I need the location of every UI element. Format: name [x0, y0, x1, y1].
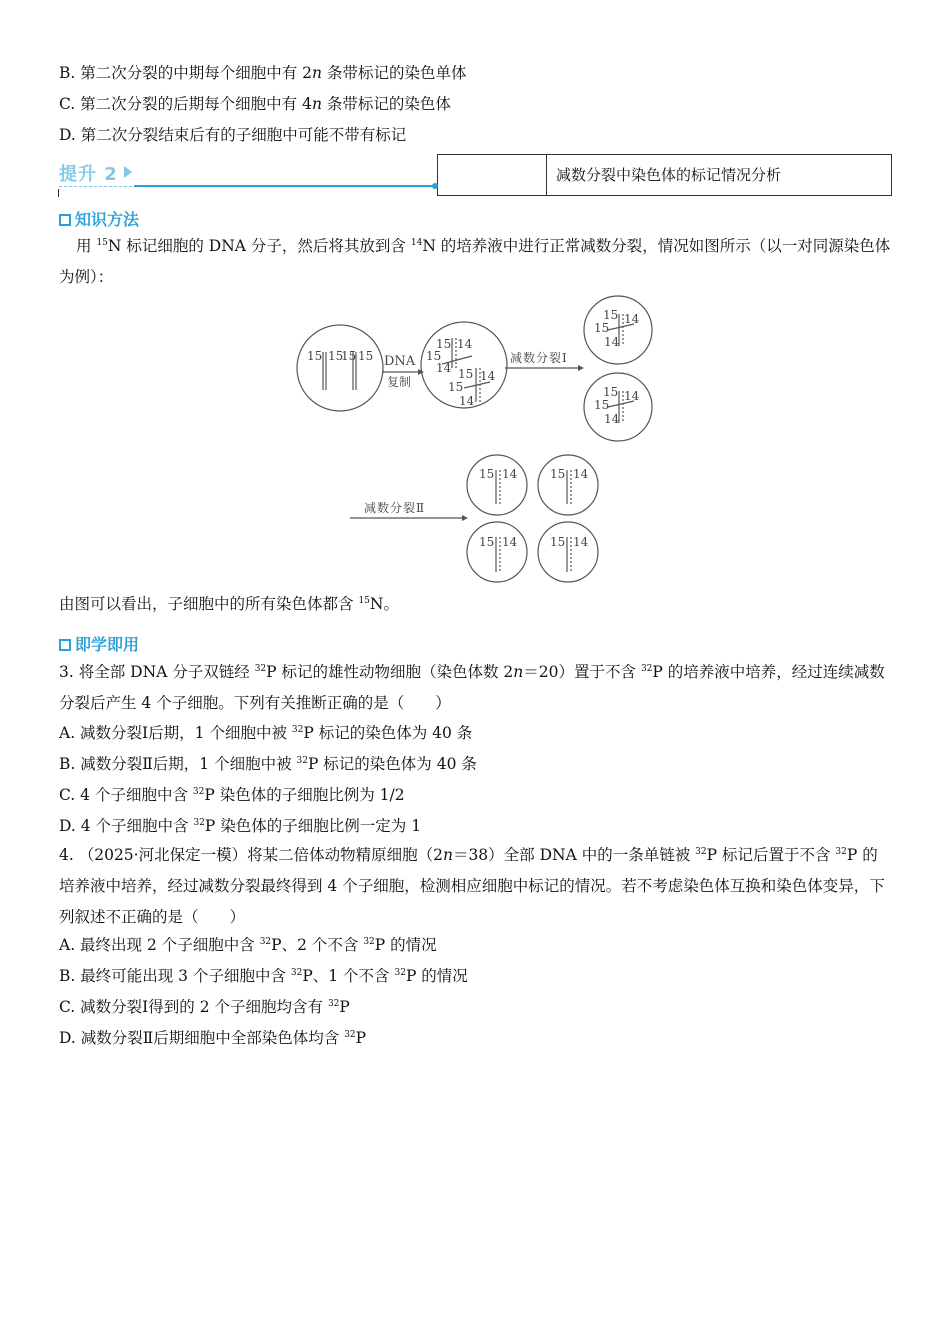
label-15: 15	[594, 321, 610, 335]
checkbox-square-icon	[59, 214, 71, 226]
checkbox-square-icon	[59, 639, 71, 651]
section-title: 减数分裂中染色体的标记情况分析	[556, 166, 782, 184]
replication-label: 复制	[387, 375, 412, 389]
cell-mii-2	[538, 455, 598, 515]
label-15: 15	[341, 349, 357, 363]
header-divider	[546, 154, 547, 196]
superscript: 32	[695, 847, 707, 857]
superscript: 32	[296, 756, 308, 766]
option-text: A. 最终出现 2 个子细胞中含	[59, 936, 260, 954]
section-badge: 提升 2	[59, 164, 118, 185]
label-14: 14	[436, 361, 452, 375]
label-14: 14	[480, 369, 496, 383]
option-text: C. 第二次分裂的后期每个细胞中有 4	[59, 95, 312, 113]
label-14: 14	[604, 335, 620, 349]
label-15: 15	[594, 398, 610, 412]
label-15: 15	[550, 467, 566, 481]
badge-underline	[134, 185, 434, 187]
cell-mii-4	[538, 522, 598, 582]
label-15: 15	[426, 349, 442, 363]
label-14: 14	[502, 535, 518, 549]
question-4-option-d	[59, 1028, 366, 1048]
question-3-stem	[59, 657, 893, 719]
meiosis-1-label: 减数分裂Ⅰ	[510, 351, 568, 365]
superscript: 32	[192, 787, 205, 797]
option-text: P 标记的染色体为 40 条	[307, 755, 477, 773]
option-text: B. 减数分裂Ⅱ后期，1 个细胞中被	[59, 755, 297, 773]
label-15: 15	[448, 380, 464, 394]
option-b-top	[59, 63, 466, 83]
option-text: P	[339, 998, 350, 1016]
option-text: C. 减数分裂Ⅰ得到的 2 个子细胞均含有	[59, 998, 328, 1016]
heading-text: 即学即用	[75, 635, 140, 654]
parent-cell	[297, 325, 383, 411]
option-text: P 的情况	[405, 967, 468, 985]
question-3-option-c	[59, 785, 405, 805]
option-text: P、2 个不含	[271, 936, 364, 954]
cell-mii-3	[467, 522, 527, 582]
q-text: 4. （2025·河北保定一模）将某二倍体动物精原细胞（2	[59, 846, 443, 864]
label-14: 14	[624, 389, 640, 403]
question-3-option-b	[59, 754, 477, 774]
knowledge-conclusion	[59, 594, 399, 614]
superscript: 32	[394, 968, 406, 978]
para-text: 由图可以看出，子细胞中的所有染色体都含	[59, 595, 359, 613]
question-4-option-b	[59, 966, 468, 986]
option-text: 条带标记的染色单体	[322, 64, 467, 82]
q-text: P 的培养液中培养，经过连续减数分裂后产生 4 个子细胞。下列有关推断正确的是（ ）	[59, 663, 885, 712]
superscript: 15	[96, 238, 108, 248]
para-text: N 标记细胞的 DNA 分子，然后将其放到含	[107, 237, 411, 255]
superscript: 32	[259, 937, 272, 947]
superscript: 32	[254, 664, 267, 674]
label-14: 14	[459, 394, 475, 408]
option-text: D. 减数分裂Ⅱ后期细胞中全部染色体均含	[59, 1029, 345, 1047]
q-text: P 的培养液中培养，经过减数分裂最终得到 4 个子细胞，检测相应细胞中标记的情况。若不考虑染色体互换和染色体变异，下列叙述不正确的是（ ）	[59, 846, 885, 926]
question-4-stem	[59, 840, 893, 933]
label-14: 14	[624, 312, 640, 326]
meiosis-2-label: 减数分裂Ⅱ	[364, 501, 426, 515]
italic-n: n	[513, 663, 524, 681]
option-text: P	[355, 1029, 367, 1047]
label-15: 15	[328, 349, 344, 363]
question-3-option-d	[59, 816, 421, 836]
superscript: 32	[835, 847, 847, 857]
option-text: C. 4 个子细胞中含	[59, 786, 193, 804]
option-text: P 标记的染色体为 40 条	[303, 724, 473, 742]
label-15: 15	[550, 535, 566, 549]
option-text: P 染色体的子细胞比例一定为 1	[204, 817, 422, 835]
label-15: 15	[358, 349, 374, 363]
option-c-top	[59, 94, 451, 114]
superscript: 32	[344, 1030, 356, 1040]
label-15: 15	[479, 467, 495, 481]
badge-dot	[432, 183, 438, 189]
question-4-option-c	[59, 997, 350, 1017]
question-4-option-a	[59, 935, 437, 955]
superscript: 32	[193, 818, 205, 828]
option-d-top: D. 第二次分裂结束后有的子细胞中可能不带有标记	[59, 126, 407, 144]
option-text: P 的情况	[374, 936, 437, 954]
heading-text: 知识方法	[75, 210, 140, 229]
meiosis-diagram	[290, 292, 670, 592]
option-text: 条带标记的染色体	[321, 95, 451, 113]
label-14: 14	[604, 412, 620, 426]
superscript: 32	[363, 937, 375, 947]
para-text: N 的培养液中进行正常减数分裂，情况如图所示（以一对同源染色体为例）：	[59, 237, 891, 286]
option-text: B. 最终可能出现 3 个子细胞中含	[59, 967, 291, 985]
label-15: 15	[603, 308, 619, 322]
practice-heading	[59, 632, 139, 655]
label-15: 15	[458, 367, 474, 381]
q-text: ＝38）全部 DNA 中的一条单链被	[452, 846, 696, 864]
label-15: 15	[436, 337, 452, 351]
cell-mii-1	[467, 455, 527, 515]
para-text: N。	[369, 595, 399, 613]
label-14: 14	[502, 467, 518, 481]
superscript: 32	[290, 968, 303, 978]
option-text: P、1 个不含	[302, 967, 395, 985]
label-15: 15	[603, 385, 619, 399]
q-text: P 标记后置于不含	[706, 846, 836, 864]
q-text: P 标记的雄性动物细胞（染色体数 2	[266, 663, 514, 681]
italic-n: n	[311, 95, 322, 113]
knowledge-heading	[59, 207, 139, 230]
header-tick	[58, 189, 59, 197]
superscript: 32	[291, 725, 304, 735]
italic-n: n	[442, 846, 453, 864]
play-triangle-icon	[124, 166, 132, 178]
q-text: ＝20）置于不含	[523, 663, 641, 681]
option-text: P 染色体的子细胞比例为 1/2	[204, 786, 405, 804]
label-14: 14	[457, 337, 473, 351]
superscript: 15	[358, 596, 370, 606]
label-14: 14	[573, 467, 589, 481]
option-text: A. 减数分裂Ⅰ后期，1 个细胞中被	[59, 724, 292, 742]
label-14: 14	[573, 535, 589, 549]
dna-label: DNA	[384, 354, 416, 369]
q-text: 3. 将全部 DNA 分子双链经	[59, 663, 255, 681]
para-text: 用	[76, 237, 97, 255]
question-3-option-a	[59, 723, 472, 743]
label-15: 15	[307, 349, 323, 363]
italic-n: n	[312, 64, 323, 82]
superscript: 32	[327, 999, 340, 1009]
knowledge-paragraph	[59, 231, 893, 293]
option-text: D. 4 个子细胞中含	[59, 817, 194, 835]
superscript: 32	[640, 664, 653, 674]
label-15: 15	[479, 535, 495, 549]
option-text: B. 第二次分裂的中期每个细胞中有 2	[59, 64, 313, 82]
superscript: 14	[410, 238, 423, 248]
